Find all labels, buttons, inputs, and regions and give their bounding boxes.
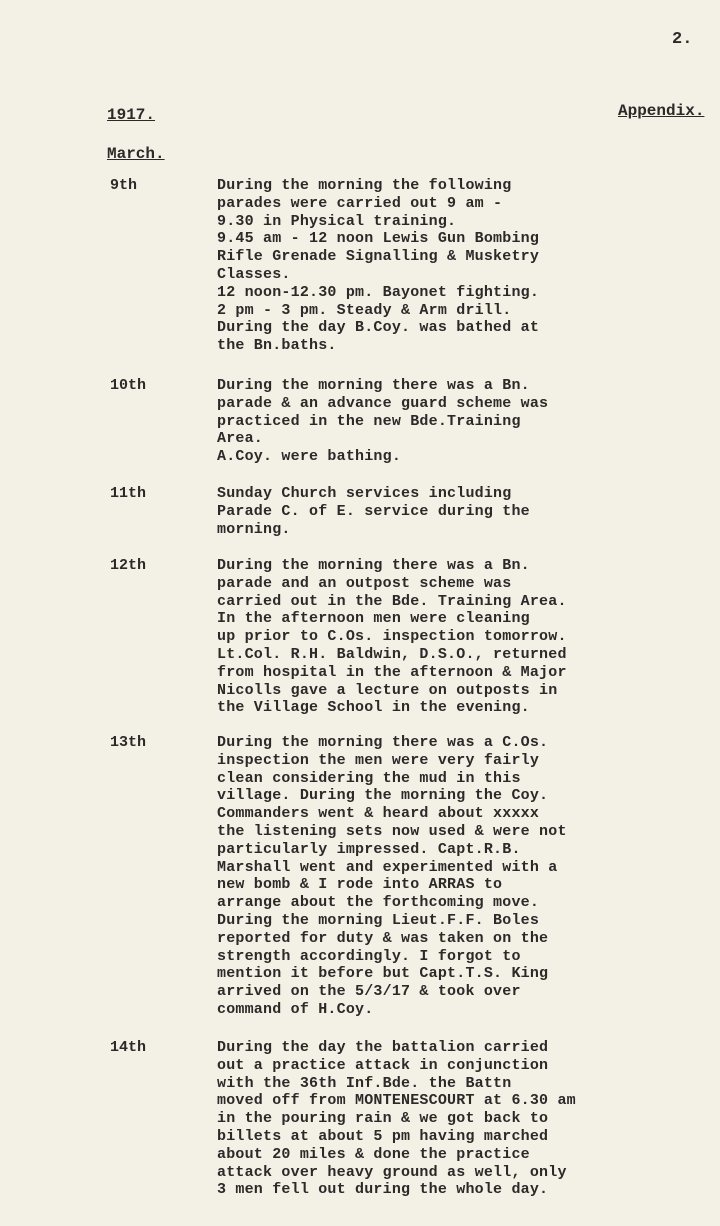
month-heading: March.	[107, 145, 165, 163]
entry-line: Parade C. of E. service during the	[217, 502, 530, 520]
entry-line: up prior to C.Os. inspection tomorrow.	[217, 628, 567, 646]
entry-line: A.Coy. were bathing.	[217, 448, 402, 466]
entry-line: in the pouring rain & we got back to	[217, 1110, 549, 1128]
entry-line: During the morning there was a Bn.	[217, 557, 530, 574]
entry-line: Marshall went and experimented with a	[217, 858, 558, 876]
year-heading: 1917.	[107, 106, 156, 124]
entry-text	[217, 557, 697, 717]
entry-line: parade & an advance guard scheme was	[217, 394, 549, 412]
entry-line: 2 pm - 3 pm. Steady & Arm drill.	[217, 301, 512, 319]
entry-line: inspection the men were very fairly	[217, 751, 540, 769]
entry-line: Rifle Grenade Signalling & Musketry	[217, 248, 540, 266]
entry-line: 12 noon-12.30 pm. Bayonet fighting.	[217, 283, 540, 301]
entry-line: arrived on the 5/3/17 & took over	[217, 983, 521, 1001]
entry-date: 12th	[110, 557, 147, 574]
entry-line: particularly impressed. Capt.R.B.	[217, 840, 521, 858]
entry-line: strength accordingly. I forgot to	[217, 947, 521, 965]
entry-line: Commanders went & heard about xxxxx	[217, 805, 540, 823]
entry-text	[217, 177, 697, 355]
entry-line: village. During the morning the Coy.	[217, 787, 549, 805]
entry-line: During the morning there was a C.Os.	[217, 734, 549, 751]
entry-line: In the afternoon men were cleaning	[217, 610, 530, 628]
entry-line: out a practice attack in conjunction	[217, 1056, 549, 1074]
entry-text	[217, 1039, 697, 1199]
entry-date: 14th	[110, 1039, 147, 1056]
entry-line: parade and an outpost scheme was	[217, 574, 512, 592]
entry-date: 10th	[110, 377, 147, 394]
entry-date: 9th	[110, 177, 138, 194]
entry-line: arrange about the forthcoming move.	[217, 894, 540, 912]
entry-line: morning.	[217, 520, 291, 538]
entry-line: carried out in the Bde. Training Area.	[217, 592, 567, 610]
entry-line: clean considering the mud in this	[217, 769, 521, 787]
entry-text	[217, 734, 697, 1019]
entry-line: 3 men fell out during the whole day.	[217, 1181, 549, 1199]
entry-line: During the day B.Coy. was bathed at	[217, 319, 540, 337]
entry-line: the Bn.baths.	[217, 337, 337, 355]
entry-text	[217, 485, 697, 538]
entry-line: command of H.Coy.	[217, 1000, 374, 1018]
entry-line: 9.30 in Physical training.	[217, 212, 457, 230]
entry-line: During the morning Lieut.F.F. Boles	[217, 911, 540, 929]
entry-line: Lt.Col. R.H. Baldwin, D.S.O., returned	[217, 645, 567, 663]
entry-line: moved off from MONTENESCOURT at 6.30 am	[217, 1092, 576, 1110]
entry-line: new bomb & I rode into ARRAS to	[217, 876, 503, 894]
entry-line: Sunday Church services including	[217, 485, 512, 502]
entry-line: the Village School in the evening.	[217, 699, 530, 717]
entry-line: mention it before but Capt.T.S. King	[217, 965, 549, 983]
entry-line: During the morning the following	[217, 177, 512, 194]
appendix-heading: Appendix.	[618, 102, 705, 120]
entry-line: the listening sets now used & were not	[217, 822, 567, 840]
entry-line: parades were carried out 9 am -	[217, 194, 503, 212]
entry-line: Classes.	[217, 265, 291, 283]
entry-line: from hospital in the afternoon & Major	[217, 663, 567, 681]
entry-line: Area.	[217, 430, 264, 448]
entry-line: attack over heavy ground as well, only	[217, 1163, 567, 1181]
entry-line: 9.45 am - 12 noon Lewis Gun Bombing	[217, 230, 540, 248]
entry-date: 13th	[110, 734, 147, 751]
page-number: 2.	[672, 30, 693, 49]
entry-line: practiced in the new Bde.Training	[217, 412, 521, 430]
entry-line: with the 36th Inf.Bde. the Battn	[217, 1074, 512, 1092]
entry-line: reported for duty & was taken on the	[217, 929, 549, 947]
entry-line: Nicolls gave a lecture on outposts in	[217, 681, 558, 699]
entry-date: 11th	[110, 485, 147, 502]
entry-line: about 20 miles & done the practice	[217, 1145, 530, 1163]
entry-line: During the day the battalion carried	[217, 1039, 549, 1056]
entry-line: billets at about 5 pm having marched	[217, 1127, 549, 1145]
entry-text	[217, 377, 697, 466]
entry-line: During the morning there was a Bn.	[217, 377, 530, 394]
